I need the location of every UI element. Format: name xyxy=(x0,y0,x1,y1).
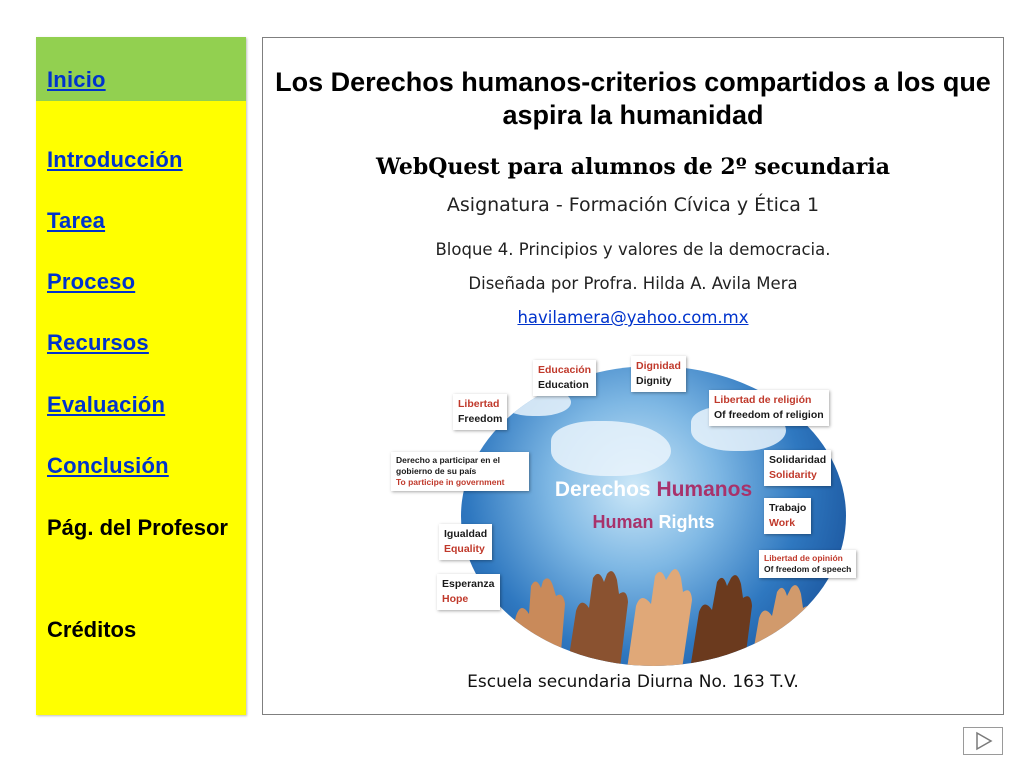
nav-link-tarea[interactable]: Tarea xyxy=(47,208,106,233)
subject-line: Asignatura - Formación Cívica y Ética 1 xyxy=(446,194,820,216)
block-line: Bloque 4. Principios y valores de la democracia. xyxy=(435,240,831,259)
tag-hope: Esperanza Hope xyxy=(437,574,500,610)
nav-link-conclusion[interactable]: Conclusión xyxy=(47,453,169,478)
nav-link-inicio[interactable]: Inicio xyxy=(47,67,106,92)
tag-solidarity: Solidaridad Solidarity xyxy=(764,450,831,486)
tag-equality: Igualdad Equality xyxy=(439,524,492,560)
school-name: Escuela secundaria Diurna No. 163 T.V. xyxy=(467,672,799,692)
page-subtitle: WebQuest para alumnos de 2º secundaria xyxy=(375,154,890,180)
tag-participate-government: Derecho a participar en el gobierno de su país To participe in government xyxy=(391,452,529,491)
main-content-panel xyxy=(262,37,1004,715)
nav-item-credits[interactable]: Créditos xyxy=(47,617,137,642)
email-line xyxy=(263,308,1003,327)
tag-education: Educación Education xyxy=(533,360,596,396)
author-line: Diseñada por Profra. Hilda A. Avila Mera xyxy=(468,274,798,293)
globe-caption-spanish: Derechos Humanos xyxy=(554,478,753,501)
sidebar-menu xyxy=(36,37,246,715)
tag-dignity: Dignidad Dignity xyxy=(631,356,686,392)
nav-link-introduccion[interactable]: Introducción xyxy=(47,147,183,172)
globe-caption-english: Human Rights xyxy=(592,512,715,532)
tag-work: Trabajo Work xyxy=(764,498,811,534)
tag-freedom-of-speech: Libertad de opinión Of freedom of speech xyxy=(759,550,856,578)
tag-freedom: Libertad Freedom xyxy=(453,394,507,430)
nav-link-evaluacion[interactable]: Evaluación xyxy=(47,392,166,417)
page-title: Los Derechos humanos-criterios compartidos a los que aspira la humanidad xyxy=(275,67,991,130)
nav-link-recursos[interactable]: Recursos xyxy=(47,330,149,355)
nav-item-teacher-page[interactable]: Pág. del Profesor xyxy=(47,515,228,540)
tag-freedom-of-religion: Libertad de religión Of freedom of religion xyxy=(709,390,829,426)
play-arrow-icon xyxy=(964,728,1002,754)
email-link[interactable]: havilamera@yahoo.com.mx xyxy=(517,308,749,327)
human-rights-poster-image xyxy=(391,356,891,656)
next-slide-button[interactable] xyxy=(963,727,1003,755)
nav-link-proceso[interactable]: Proceso xyxy=(47,269,136,294)
